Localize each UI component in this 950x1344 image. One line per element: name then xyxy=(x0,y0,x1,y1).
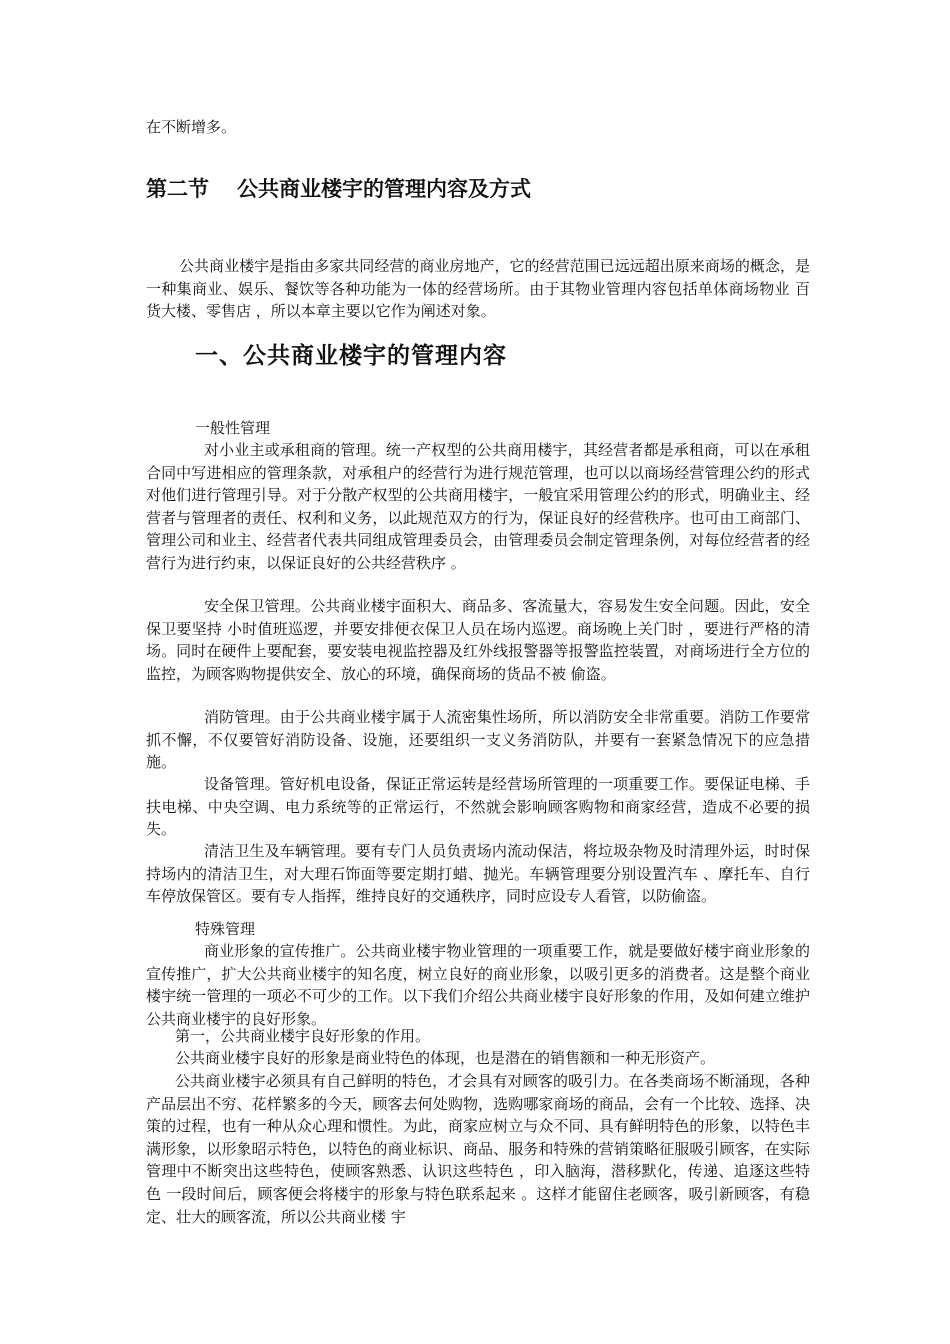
general-management-label: 一般性管理 xyxy=(195,419,271,437)
point-one-heading: 第一，公共商业楼宇良好形象的作用。 xyxy=(175,1027,431,1045)
special-management-label: 特殊管理 xyxy=(195,920,256,938)
intro-paragraph: 公共商业楼宇是指由多家共同经营的商业房地产，它的经营范围已远远超出原来商场的概念，是一种集商业、娱乐、餐饮等各种功能为一体的经营场所。由于其物业管理内容包括单体商场物业 百货大楼、零售店 ，所以本章主要以它作为阐述对象。 xyxy=(146,257,810,321)
paragraph-security-management: 安全保卫管理。公共商业楼宇面积大、商品多、客流量大，容易发生安全问题。因此，安全保卫要坚持 小时值班巡逻，并要安排便衣保卫人员在场内巡逻。商场晚上关门时 ，要进行严格的清场。同时在硬件上要配套，要安装电视监控器及红外线报警器等报警监控装置，对商场进行全方位的监控，为顾客购物提供安全、放心的环境，确保商场的货品不被 偷盗。 xyxy=(146,597,810,683)
section-number: 第二节 xyxy=(146,177,209,201)
paragraph-tenant-management: 对小业主或承租商的管理。统一产权型的公共商用楼宇，其经营者都是承租商，可以在承租合同中写进相应的管理条款，对承租户的经营行为进行规范管理，也可以以商场经营管理公约的形式对他们进行管理引导。对于分散产权型的公共商用楼宇，一般宜采用管理公约的形式，明确业主、经营者与管理者的责任、权利和义务，以此规范双方的行为，保证良好的经营秩序。也可由工商部门、管理公司和业主、经营者代表共同组成管理委员会，由管理委员会制定管理条例，对每位经营者的经营行为进行约束，以保证良好的公共经营秩序 。 xyxy=(146,441,810,572)
paragraph-equipment-management: 设备管理。管好机电设备，保证正常运转是经营场所管理的一项重要工作。要保证电梯、手扶电梯、中央空调、电力系统等的正常运行，不然就会影响顾客购物和商家经营，造成不必要的损失。 xyxy=(146,775,810,839)
continuation-line: 在不断增多。 xyxy=(146,118,237,136)
paragraph-cleaning-vehicle-management: 清洁卫生及车辆管理。要有专门人员负责场内流动保洁，将垃圾杂物及时清理外运，时时保持场内的清洁卫生，对大理石饰面等要定期打蜡、抛光。车辆管理要分别设置汽车 、摩托车、自行车停放保管区。要有专人指挥，维持良好的交通秩序，同时应设专人看管，以防偷盗。 xyxy=(146,842,810,906)
paragraph-image-promotion: 商业形象的宣传推广。公共商业楼宇物业管理的一项重要工作，就是要做好楼宇商业形象的宣传推广，扩大公共商业楼宇的知名度，树立良好的商业形象，以吸引更多的消费者。这是整个商业楼宇统一管理的一项必不可少的工作。以下我们介绍公共商业楼宇良好形象的作用，及如何建立维护公共商业楼宇的良好形象。 xyxy=(146,942,810,1028)
section-heading xyxy=(146,173,810,203)
point-one-summary: 公共商业楼宇良好的形象是商业特色的体现，也是潜在的销售额和一种无形资产。 xyxy=(175,1049,716,1067)
point-one-detail: 公共商业楼宇必须具有自己鲜明的特色，才会具有对顾客的吸引力。在各类商场不断涌现，各种产品层出不穷、花样繁多的今天，顾客去何处购物，选购哪家商场的商品，会有一个比较、选择、决策的过程，也有一种从众心理和惯性。为此，商家应树立与众不同、具有鲜明特色的形象，以特色丰满形象，以形象昭示特色，以特色的商业标识、商品、服务和特殊的营销策略征服吸引顾客，在实际管理中不断突出这些特色，使顾客熟悉、认识这些特色 ，印入脑海，潜移默化，传递、追逐这些特色 一段时间后，顾客便会将楼宇的形象与特色联系起来 。这样才能留住老顾客，吸引新顾客，有稳定、壮大的顾客流，所以公共商业楼 宇 xyxy=(146,1072,810,1226)
subheading: 一、公共商业楼宇的管理内容 xyxy=(195,342,507,369)
paragraph-fire-management: 消防管理。由于公共商业楼宇属于人流密集性场所，所以消防安全非常重要。消防工作要常抓不懈，不仅要管好消防设备、设施，还要组织一支义务消防队，并要有一套紧急情况下的应急措施。 xyxy=(146,708,810,772)
section-title: 公共商业楼宇的管理内容及方式 xyxy=(237,177,531,201)
